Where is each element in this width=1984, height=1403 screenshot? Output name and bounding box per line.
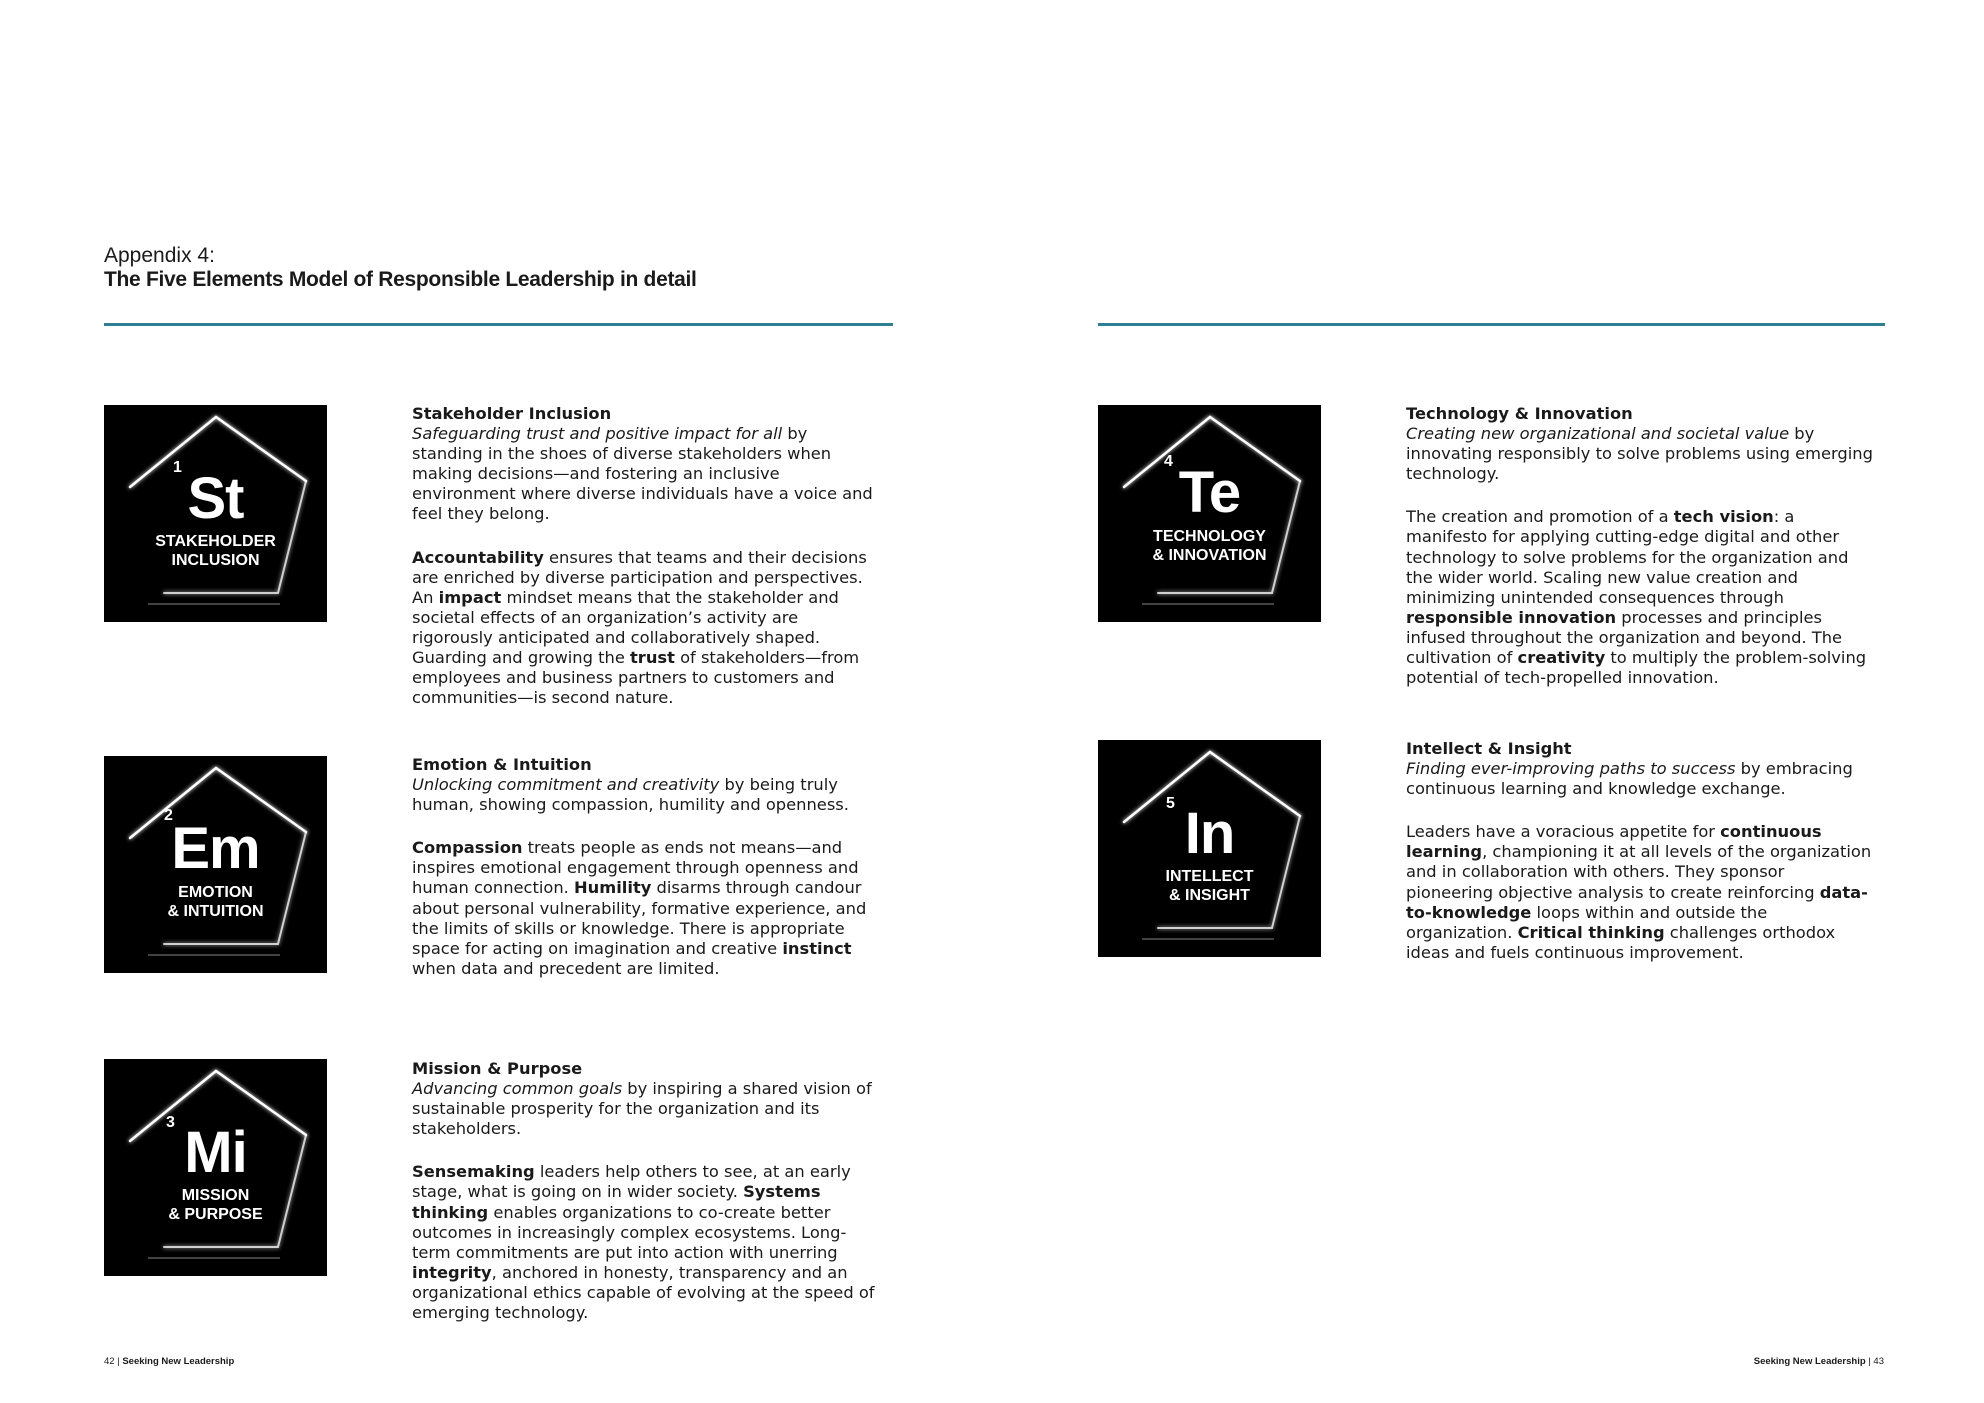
element-intro-text: by embracing continuous learning and knowledge exchange. bbox=[1406, 759, 1853, 799]
element-tile-name: TECHNOLOGY & INNOVATION bbox=[1152, 528, 1267, 564]
body-keyword: Compassion bbox=[412, 838, 523, 858]
element-body bbox=[1406, 507, 1876, 688]
element-intro-italic: Creating new organizational and societal value bbox=[1406, 424, 1790, 444]
element-intro bbox=[1406, 739, 1876, 799]
element-intro-text: by inspiring a shared vision of sustainable prosperity for the organization and its stakeholders. bbox=[412, 1079, 872, 1139]
footer-right: Seeking New Leadership | 43 bbox=[1753, 1356, 1884, 1367]
element-body bbox=[412, 838, 882, 979]
body-text: enables organizations to co-create better outcomes in increasingly complex ecosystems. Long-term commitments are put into action with unerring bbox=[412, 1202, 847, 1262]
element-number: 5 bbox=[1166, 795, 1175, 812]
emotion-and-intuition-tile bbox=[104, 756, 327, 973]
element-heading: Mission & Purpose bbox=[412, 1059, 583, 1078]
element-symbol: St bbox=[187, 466, 244, 531]
element-intro-italic: Finding ever-improving paths to success bbox=[1406, 759, 1736, 779]
stakeholder-inclusion-tile bbox=[104, 405, 327, 622]
body-keyword: trust bbox=[630, 648, 675, 668]
element-heading: Technology & Innovation bbox=[1406, 404, 1633, 423]
body-text: disarms through candour about personal vulnerability, formative experience, and the limits of skills or knowledge. There is appropriate space for acting on imagination and creative bbox=[412, 878, 867, 958]
element-body bbox=[412, 548, 882, 709]
element-tile-name: MISSION & PURPOSE bbox=[168, 1187, 263, 1223]
body-keyword: Sensemaking bbox=[412, 1162, 535, 1182]
intellect-and-insight-tile bbox=[1098, 740, 1321, 957]
right-divider bbox=[1098, 323, 1885, 326]
body-text: when data and precedent are limited. bbox=[412, 958, 720, 978]
element-intro-text: by innovating responsibly to solve problems using emerging technology. bbox=[1406, 424, 1873, 484]
body-text: loops within and outside the organization. bbox=[1406, 902, 1768, 942]
body-keyword: instinct bbox=[782, 938, 852, 958]
mission-and-purpose-description bbox=[412, 1059, 882, 1323]
element-intro bbox=[412, 1059, 882, 1139]
element-intro-text: by standing in the shoes of diverse stakeholders when making decisions—and fostering an inclusive environment where diverse individuals have a voice and feel they belong. bbox=[412, 424, 873, 524]
element-number: 4 bbox=[1164, 453, 1173, 470]
left-divider bbox=[104, 323, 893, 326]
element-symbol: In bbox=[1184, 801, 1235, 866]
appendix-label: Appendix 4: bbox=[104, 244, 215, 267]
body-text: to multiply the problem-solving potential of tech-propelled innovation. bbox=[1406, 648, 1867, 688]
body-text: , anchored in honesty, transparency and an organizational ethics capable of evolving at the speed of emerging technology. bbox=[412, 1262, 875, 1323]
element-heading: Stakeholder Inclusion bbox=[412, 404, 612, 423]
left-page-number: 42 bbox=[104, 1356, 115, 1367]
body-text: mindset means that the stakeholder and societal effects of an organization’s activity are rigorously anticipated and collaboratively shaped. Guarding and growing the bbox=[412, 587, 839, 668]
left-publication-name: Seeking New Leadership bbox=[122, 1356, 235, 1367]
body-keyword: Systems thinking bbox=[412, 1182, 821, 1222]
body-text: : a manifesto for applying cutting-edge digital and other technology to solve problems for the organization and the wider world. Scaling new value creation and minimizing unintended consequences through bbox=[1406, 507, 1849, 607]
mission-and-purpose-tile bbox=[104, 1059, 327, 1276]
element-symbol: Te bbox=[1178, 460, 1241, 525]
element-intro-text: by being truly human, showing compassion, humility and openness. bbox=[412, 775, 849, 815]
right-publication-name: Seeking New Leadership bbox=[1753, 1356, 1866, 1367]
body-text: processes and principles infused throughout the organization and beyond. The cultivation of bbox=[1406, 607, 1843, 668]
body-text: Leaders have a voracious appetite for bbox=[1406, 822, 1721, 842]
element-number: 2 bbox=[164, 807, 173, 824]
body-text: leaders help others to see, at an early stage, what is going on in wider society. bbox=[412, 1162, 851, 1202]
body-keyword: Humility bbox=[574, 878, 652, 898]
body-text: of stakeholders—from employees and business partners to customers and communities—is second nature. bbox=[412, 648, 860, 708]
page-title: The Five Elements Model of Responsible Leadership in detail bbox=[104, 268, 697, 291]
footer-left: 42 | Seeking New Leadership bbox=[104, 1356, 235, 1367]
body-keyword: tech vision bbox=[1673, 507, 1774, 527]
body-keyword: data-to-knowledge bbox=[1406, 882, 1868, 922]
emotion-and-intuition-description bbox=[412, 755, 882, 979]
element-intro bbox=[412, 404, 882, 525]
element-body bbox=[1406, 822, 1876, 963]
element-intro bbox=[412, 755, 882, 815]
body-text: The creation and promotion of a bbox=[1406, 507, 1674, 527]
element-intro-italic: Unlocking commitment and creativity bbox=[412, 775, 720, 795]
body-keyword: creativity bbox=[1517, 648, 1606, 668]
page-header bbox=[104, 244, 697, 292]
element-symbol: Em bbox=[171, 816, 260, 881]
element-tile-name: EMOTION & INTUITION bbox=[167, 884, 264, 920]
element-body bbox=[412, 1162, 882, 1323]
intellect-and-insight-description bbox=[1406, 739, 1876, 963]
body-text: , championing it at all levels of the organization and in collaboration with others. They sponsor pioneering objective analysis to create reinforcing bbox=[1406, 842, 1872, 902]
element-tile-name: STAKEHOLDER INCLUSION bbox=[155, 533, 276, 569]
body-keyword: integrity bbox=[412, 1262, 492, 1282]
right-page-number: 43 bbox=[1873, 1356, 1884, 1367]
body-text: challenges orthodox ideas and fuels continuous improvement. bbox=[1406, 922, 1836, 962]
body-text: treats people as ends not means—and inspires emotional engagement through openness and human connection. bbox=[412, 838, 859, 898]
element-intro bbox=[1406, 404, 1876, 484]
element-number: 1 bbox=[173, 459, 182, 476]
technology-and-innovation-description bbox=[1406, 404, 1876, 688]
technology-and-innovation-tile bbox=[1098, 405, 1321, 622]
body-keyword: Critical thinking bbox=[1517, 922, 1665, 942]
element-heading: Emotion & Intuition bbox=[412, 755, 592, 774]
element-tile-name: INTELLECT & INSIGHT bbox=[1165, 868, 1254, 904]
body-keyword: continuous learning bbox=[1406, 822, 1822, 862]
element-symbol: Mi bbox=[184, 1120, 247, 1185]
body-keyword: responsible innovation bbox=[1406, 607, 1617, 627]
element-number: 3 bbox=[166, 1114, 175, 1131]
element-heading: Intellect & Insight bbox=[1406, 739, 1572, 758]
body-keyword: impact bbox=[438, 587, 502, 607]
element-intro-italic: Advancing common goals bbox=[412, 1079, 623, 1099]
body-text: ensures that teams and their decisions are enriched by diverse participation and perspectives. An bbox=[412, 547, 867, 607]
stakeholder-inclusion-description bbox=[412, 404, 882, 708]
body-keyword: Accountability bbox=[412, 547, 544, 567]
element-intro-italic: Safeguarding trust and positive impact for all bbox=[412, 424, 783, 444]
